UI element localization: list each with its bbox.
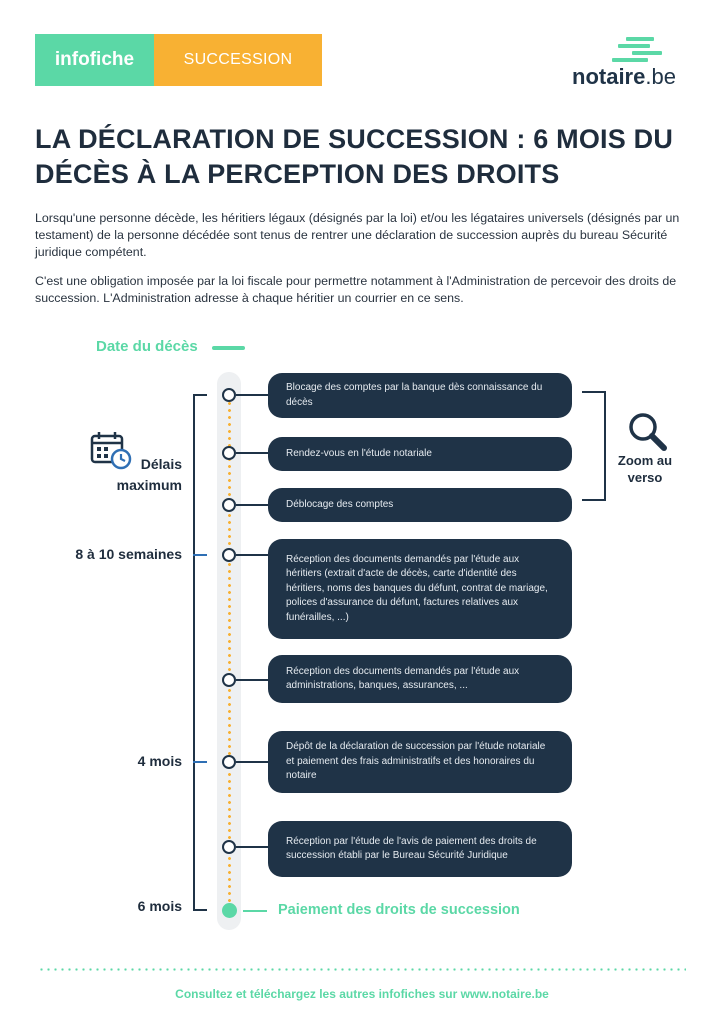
marker-tick-4 [193, 761, 207, 763]
step-text: Réception par l'étude de l'avis de paiement des droits de succession établi par le Bureau Sécurité Juridique [286, 835, 537, 861]
timeline-connector [236, 452, 268, 454]
timeline-connector [236, 679, 268, 681]
header-tag [35, 34, 322, 86]
page-title: LA DÉCLARATION DE SUCCESSION : 6 MOIS DU DÉCÈS À LA PERCEPTION DES DROITS [35, 124, 674, 189]
step-box [268, 373, 572, 418]
marker-tick-8-10 [193, 554, 207, 556]
step-box [268, 539, 572, 639]
timeline-node [222, 840, 236, 854]
tag-succession: SUCCESSION [154, 34, 322, 86]
timeline-connector [236, 394, 268, 396]
step-text: Déblocage des comptes [286, 498, 394, 510]
timeline-node [222, 755, 236, 769]
footer-divider [38, 968, 686, 971]
step-box [268, 488, 572, 522]
marker-label-8-10-weeks: 8 à 10 semaines [75, 546, 182, 562]
timeline-start-dash [212, 346, 245, 350]
timeline-connector [236, 761, 268, 763]
timeline-start-label: Date du décès [96, 338, 198, 355]
timeline-node [222, 446, 236, 460]
step-text: Réception des documents demandés par l'étude aux administrations, banques, assurances, ... [286, 665, 520, 691]
logo-bars-icon [612, 36, 672, 66]
timeline-node [222, 673, 236, 687]
delay-bracket [193, 394, 203, 911]
step-box [268, 437, 572, 471]
zoom-bracket [582, 391, 606, 501]
zoom-label: Zoom au verso [617, 453, 673, 485]
timeline-node [222, 498, 236, 512]
logo-text: notaire.be [572, 64, 676, 89]
step-box [268, 821, 572, 877]
intro-paragraph-2: C'est une obligation imposée par la loi fiscale pour permettre notamment à l'Administration de percevoir des droits de succession. L'Administration adresse à chaque héritier un courrier en ce sens. [35, 274, 677, 305]
timeline-node [222, 388, 236, 402]
marker-label-6-months: 6 mois [137, 898, 182, 914]
tag-infofiche: infofiche [35, 34, 154, 86]
timeline-connector [236, 554, 268, 556]
step-box [268, 655, 572, 703]
end-connector [243, 910, 267, 912]
timeline-connector [236, 846, 268, 848]
step-text: Réception des documents demandés par l'étude aux héritiers (extrait d'acte de décès, carte d'identité des héritiers, noms des banques du défunt, contrat de mariage, polices d'assurance du défunt, factures relatives aux funérailles, ...) [286, 553, 548, 623]
step-text: Rendez-vous en l'étude notariale [286, 447, 432, 459]
footer-link[interactable]: Consultez et téléchargez les autres infofiches sur www.notaire.be [175, 987, 549, 1001]
intro-paragraph-1: Lorsqu'une personne décède, les héritiers légaux (désignés par la loi) et/ou les légataires universels (désignés par un testament) de la personne décédée sont tenus de rentrer une déclaration de succession auprès du bureau Sécurité juridique compétent. [35, 211, 680, 259]
step-box [268, 731, 572, 793]
timeline-dotted-line [228, 400, 231, 910]
step-text: Dépôt de la déclaration de succession par l'étude notariale et paiement des frais administratifs et des honoraires du notaire [286, 741, 546, 782]
delay-bracket-bottom [193, 909, 207, 911]
marker-label-4-months: 4 mois [137, 753, 182, 769]
timeline-connector [236, 504, 268, 506]
magnifier-icon [626, 410, 670, 454]
step-text: Blocage des comptes par la banque dès connaissance du décès [286, 382, 543, 408]
delais-label: Délais maximum [116, 456, 182, 493]
timeline-end-label: Paiement des droits de succession [278, 902, 520, 918]
notaire-logo[interactable] [572, 36, 692, 90]
timeline-end-node [222, 903, 237, 918]
timeline-node [222, 548, 236, 562]
